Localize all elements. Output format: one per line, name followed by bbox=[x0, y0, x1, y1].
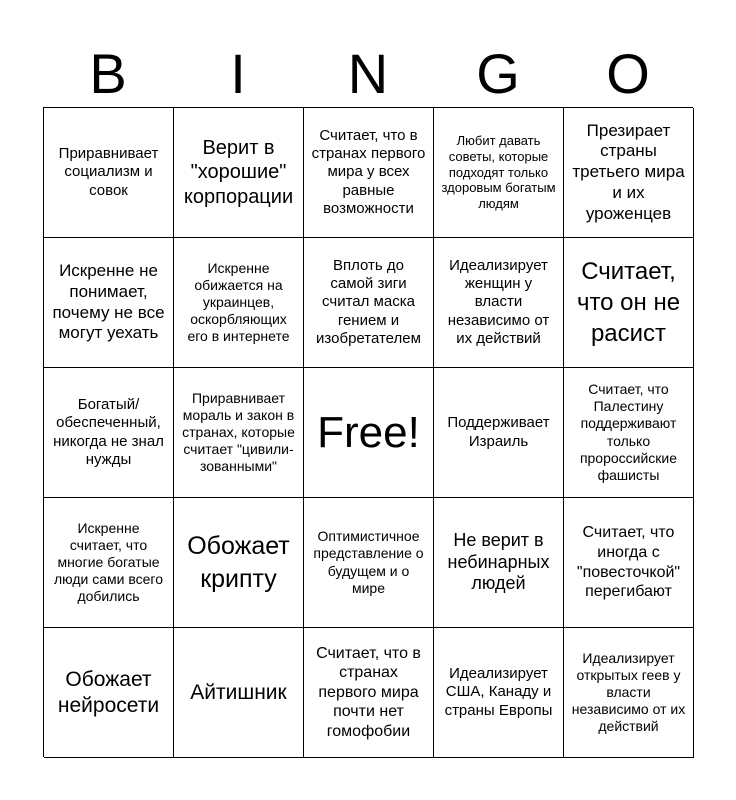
header-letter-g: G bbox=[476, 42, 520, 105]
cell-text: Искренне считает, что многие богатые люди сами всего добились bbox=[53, 519, 163, 605]
bingo-cell-r1c1[interactable] bbox=[44, 108, 174, 238]
bingo-cell-r4c4[interactable] bbox=[434, 498, 564, 628]
cell-text: Не верит в небинарных людей bbox=[447, 529, 550, 594]
bingo-cell-r2c1[interactable] bbox=[44, 238, 174, 368]
bingo-cell-r5c4[interactable] bbox=[434, 628, 564, 758]
cell-text: Оптимистичное представление о будущем и о мире bbox=[313, 528, 424, 596]
free-space-text: Free! bbox=[317, 407, 420, 457]
bingo-cell-r5c2[interactable] bbox=[174, 628, 304, 758]
cell-text: Обожает нейросети bbox=[57, 667, 160, 717]
cell-text: Идеализирует США, Канаду и страны Европы bbox=[444, 665, 553, 719]
bingo-header bbox=[43, 40, 693, 108]
header-letter-o: O bbox=[606, 42, 650, 105]
bingo-cell-r3c5[interactable] bbox=[564, 368, 694, 498]
bingo-cell-r2c5[interactable] bbox=[564, 238, 694, 368]
bingo-cell-r3c1[interactable] bbox=[44, 368, 174, 498]
bingo-cell-r2c3[interactable] bbox=[304, 238, 434, 368]
bingo-cell-free[interactable] bbox=[304, 368, 434, 498]
cell-text: Приравнивает мораль и закон в странах, которые считает "цивили- зованными" bbox=[182, 389, 295, 475]
header-letter-i: I bbox=[230, 42, 246, 105]
bingo-cell-r2c2[interactable] bbox=[174, 238, 304, 368]
cell-text: Считает, что Палестину поддерживают только пророссийские фашисты bbox=[579, 381, 678, 483]
bingo-cell-r2c4[interactable] bbox=[434, 238, 564, 368]
bingo-cell-r4c1[interactable] bbox=[44, 498, 174, 628]
cell-text: Считает, что в странах первого мира почти нет гомофобии bbox=[316, 644, 421, 740]
cell-text: Искренне обижается на украинцев, оскорбляющих его в интернете bbox=[187, 259, 290, 345]
bingo-cell-r5c5[interactable] bbox=[564, 628, 694, 758]
cell-text: Верит в "хорошие" корпорации bbox=[183, 136, 294, 208]
bingo-cell-r4c5[interactable] bbox=[564, 498, 694, 628]
cell-text: Считает, что иногда с "повесточкой" перегибают bbox=[576, 524, 681, 601]
cell-text: Вплоть до самой зиги считал маска гением и изобретателем bbox=[316, 256, 421, 347]
cell-text: Считает, что в странах первого мира у всех равные возможности bbox=[311, 126, 426, 217]
cell-text: Айтишник bbox=[190, 680, 287, 704]
cell-text: Идеализирует открытых геев у власти независимо от их действий bbox=[571, 649, 686, 735]
cell-text: Приравнивает социализм и совок bbox=[58, 145, 159, 199]
bingo-cell-r4c2[interactable] bbox=[174, 498, 304, 628]
header-letter-b: B bbox=[89, 42, 127, 105]
bingo-cell-r1c5[interactable] bbox=[564, 108, 694, 238]
cell-text: Поддерживает Израиль bbox=[447, 414, 550, 450]
cell-text: Богатый/ обеспеченный, никогда не знал нужды bbox=[53, 395, 164, 468]
bingo-cell-r1c2[interactable] bbox=[174, 108, 304, 238]
bingo-cell-r1c4[interactable] bbox=[434, 108, 564, 238]
bingo-cell-r5c1[interactable] bbox=[44, 628, 174, 758]
bingo-board bbox=[43, 107, 693, 757]
bingo-cell-r1c3[interactable] bbox=[304, 108, 434, 238]
bingo-cell-r3c2[interactable] bbox=[174, 368, 304, 498]
cell-text: Искренне не понимает, почему не все могут уехать bbox=[52, 261, 165, 343]
cell-text: Любит давать советы, которые подходят только здоровым богатым людям bbox=[441, 132, 556, 212]
cell-text: Считает, что он не расист bbox=[576, 257, 681, 348]
cell-text: Обожает крипту bbox=[187, 532, 290, 593]
cell-text: Идеализирует женщин у власти независимо от их действий bbox=[447, 256, 550, 347]
bingo-cell-r3c4[interactable] bbox=[434, 368, 564, 498]
cell-text: Презирает страны третьего мира и их уроженцев bbox=[572, 120, 685, 223]
bingo-cell-r5c3[interactable] bbox=[304, 628, 434, 758]
header-letter-n: N bbox=[347, 42, 389, 105]
bingo-cell-r4c3[interactable] bbox=[304, 498, 434, 628]
